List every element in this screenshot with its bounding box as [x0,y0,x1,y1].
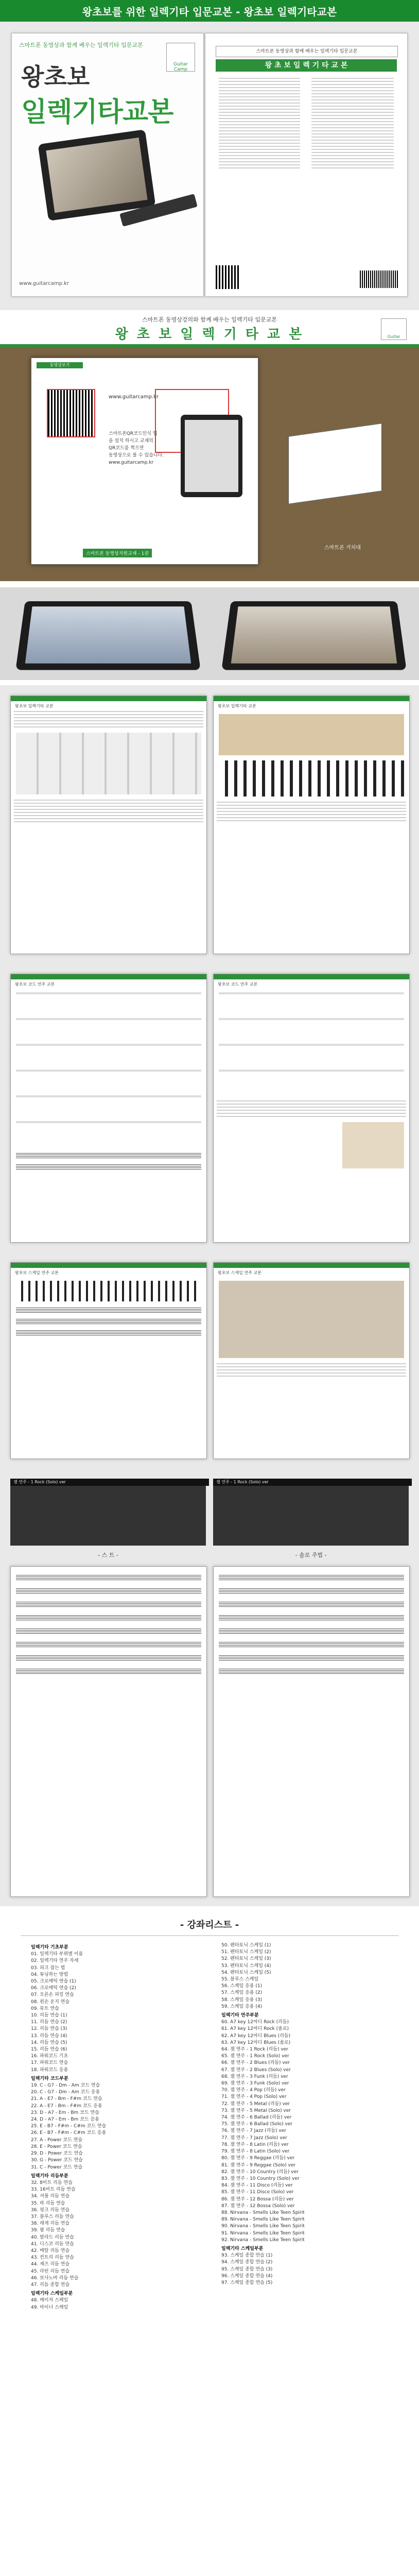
toc-item: 59. 스케일 응용 (4) [221,2004,263,2009]
toc-item: 29. D - Power 코드 연습 [31,2151,83,2157]
toc-item: 10. 리듬 연습 (1) [31,2013,67,2019]
cover-title-main: 일렉기타교본 [21,97,173,128]
toc-item: 46. 보사노바 리듬 연습 [31,2275,79,2281]
toc-item: 65. 잼 연주 - 1 Rock (Solo) ver [221,2054,289,2059]
toc-item: 17. 파워코드 연습 [31,2060,68,2066]
hero-section [0,22,419,310]
stand-caption: 스마트폰 거치대 [324,545,361,551]
section2-header [0,314,419,343]
toc-item: 61. A7 key 12마디 Rock (솔로) [221,2026,289,2032]
toc-item: 89. Nirvana - Smells Like Teen Spirit [221,2217,305,2223]
toc-item: 90. Nirvana - Smells Like Teen Spirit [221,2224,305,2229]
toc-item: 62. A7 key 12마디 Blues (리듬) [221,2033,291,2039]
toc-item: 81. 잼 연주 - 9 Reggae (Solo) ver [221,2162,296,2168]
toc-item: 11. 리듬 연습 (2) [31,2020,67,2025]
lecture-list-title: - 강좌리스트 - [180,1920,239,1930]
page-thumb: 왕초보 일렉기타 교본 [213,696,410,954]
section2-title: 왕 초 보 일 렉 기 타 교 본 [115,327,304,342]
toc-item: 76. 잼 연주 - 7 Jazz (리듬) ver [221,2128,286,2134]
lecture-list [0,1911,419,2576]
toc-item: 18. 파워코드 응용 [31,2067,68,2073]
score-sheet-left [10,1566,207,1897]
toc-item: 23. D - A7 - Em - Bm 코드 연습 [31,2110,99,2115]
toc-item: 51. 펜타토닉 스케일 (2) [221,1950,271,1955]
qr-code-icon [216,265,239,289]
book-url: www.guitarcamp.kr [109,394,159,400]
toc-item: 03. 피크 잡는 법 [31,1965,65,1971]
toc-item: 66. 잼 연주 - 2 Blues (리듬) ver [221,2060,290,2066]
toc-item: 69. 잼 연주 - 3 Funk (Solo) ver [221,2081,289,2087]
toc-section-heading: 일렉기타 스케일부분 [31,2291,73,2297]
toc-item: 77. 잼 연주 - 7 Jazz (Solo) ver [221,2135,287,2141]
barcode-icon [360,270,399,288]
qr-instructions: 스마트폰QR코드인식 앱 을 설치 하시고 교재의 QR코드를 찍으면 동영상으로 볼 수 있습니다. www.guitarcamp.kr [109,431,164,465]
divider [21,1935,398,1936]
toc-item: 15. 리듬 연습 (6) [31,2047,67,2053]
toc-item: 36. 펑크 리듬 연습 [31,2207,70,2213]
video-frame-right[interactable]: 잼 연주 - 1 Rock (Solo) ver [213,1479,409,1546]
toc-item: 78. 잼 연주 - 8 Latin (리듬) ver [221,2142,289,2147]
toc-item: 84. 잼 연주 - 11 Disco (리듬) ver [221,2183,293,2189]
toc-item: 43. 컨트리 리듬 연습 [31,2255,74,2261]
toc-item: 91. Nirvana - Smells Like Teen Spirit [221,2230,305,2236]
book-caption: 스마트폰 동영상지원교재 - 1권 [83,549,152,557]
toc-item: 97. 스케일 종합 연습 (5) [221,2280,273,2285]
toc-item: 52. 펜타토닉 스케일 (3) [221,1956,271,1962]
toc-item: 14. 리듬 연습 (5) [31,2040,67,2045]
cover-url: www.guitarcamp.kr [19,281,69,286]
toc-item: 12. 리듬 연습 (3) [31,2026,67,2032]
toc-item: 93. 스케일 종합 연습 (1) [221,2253,273,2259]
toc-item: 85. 잼 연주 - 11 Disco (Solo) ver [221,2190,294,2195]
toc-item: 07. 오른손 피킹 연습 [31,1992,74,1998]
toc-item: 45. 라틴 리듬 연습 [31,2268,70,2274]
toc-item: 39. 팝 리듬 연습 [31,2228,65,2233]
toc-item: 68. 잼 연주 - 3 Funk (리듬) ver [221,2074,288,2079]
page-samples [0,685,419,1906]
toc-item: 42. 메탈 리듬 연습 [31,2248,70,2253]
contents-list-left [216,76,303,171]
tablet-photo-left [15,601,200,670]
cover-subtitle: 스마트폰 동영상과 함께 배우는 일렉기타 입문교본 [19,42,143,48]
toc-section-heading: 일렉기타 코드부분 [31,2076,68,2081]
toc-item: 50. 펜타토닉 스케일 (1) [221,1943,271,1948]
right-book-title: 왕 초 보 일 렉 기 타 교 본 [216,59,397,72]
contents-list-right [308,76,397,171]
cover-title-top: 왕초보 [21,63,90,91]
toc-item: 70. 잼 연주 - 4 Pop (리듬) ver [221,2088,286,2093]
toc-item: 25. E - B7 - F#m - C#m 코드 연습 [31,2124,107,2129]
toc-item: 21. A - E7 - Bm - F#m 코드 연습 [31,2096,102,2102]
right-book-header: 스마트폰 동영상과 함께 배우는 일렉기타 입문교본 [216,46,398,57]
toc-item: 01. 일렉기타 부위별 이름 [31,1952,83,1957]
toc-item: 54. 펜타토닉 스케일 (5) [221,1970,271,1975]
qr-code-icon [47,389,95,437]
page-thumb: 왕초보 스케일 연주 교본 [213,1262,410,1459]
guitar-camp-logo: Guitar Camp [166,43,195,72]
toc-section-heading: 일렉기타 기초부분 [31,1945,68,1950]
toc-item: 95. 스케일 종합 연습 (3) [221,2266,273,2272]
toc-item: 75. 잼 연주 - 6 Ballad (Solo) ver [221,2122,293,2127]
label-solo: - 솔로 주법 - [295,1552,327,1558]
toc-item: 94. 스케일 종합 연습 (2) [221,2260,273,2265]
toc-item: 44. 재즈 리듬 연습 [31,2262,70,2267]
page-thumb: 왕초보 스케일 연주 교본 [10,1262,207,1459]
toc-item: 04. 튜닝하는 방법 [31,1972,68,1977]
toc-item: 30. G - Power 코드 연습 [31,2158,83,2163]
toc-item: 08. 왼손 운지 연습 [31,1999,70,2005]
toc-item: 09. 뮤트 연습 [31,2006,59,2011]
toc-item: 67. 잼 연주 - 2 Blues (Solo) ver [221,2067,291,2073]
toc-item: 05. 크로매틱 연습 (1) [31,1979,76,1985]
toc-item: 92. Nirvana - Smells Like Teen Spirit [221,2237,305,2243]
toc-item: 86. 잼 연주 - 12 Bossa (리듬) ver [221,2196,294,2202]
toc-item: 55. 블루스 스케일 [221,1977,259,1982]
toc-item: 34. 셔플 리듬 연습 [31,2194,70,2199]
toc-column-right [221,1942,396,2286]
wood-background [0,347,419,581]
toc-item: 32. 8비트 리듬 연습 [31,2180,73,2185]
toc-item: 47. 리듬 종합 연습 [31,2282,70,2287]
guitar-camp-logo-2: Guitar [381,318,407,340]
open-book: 동영상보기 www.guitarcamp.kr 스마트폰QR코드인식 앱 을 설치 하시고 교재의 QR코드를 찍으면 동영상으로 볼 수 있습니다. www.guitarcamp.kr 스마트폰 동영상지원교재 - 1권 [31,358,258,565]
toc-item: 82. 잼 연주 - 10 Country (리듬) ver [221,2169,299,2175]
toc-item: 80. 잼 연주 - 9 Reggae (리듬) ver [221,2156,295,2161]
stand-book-image [288,423,382,504]
toc-item: 27. A - Power 코드 연습 [31,2137,83,2143]
toc-item: 63. A7 key 12마디 Blues (솔로) [221,2040,291,2045]
label-strum: - 스 트 - [98,1552,118,1558]
toc-item: 20. C - G7 - Dm - Am 코드 응용 [31,2090,100,2095]
toc-item: 73. 잼 연주 - 5 Metal (Solo) ver [221,2108,291,2113]
page-thumb: 왕초보 코드 연주 교본 [213,974,410,1243]
top-banner [0,0,419,22]
book-contents-cover [205,33,408,297]
toc-column-left [31,1942,206,2311]
score-sheet-right [213,1566,410,1897]
tablet-image [38,129,156,221]
toc-item: 16. 파워코드 기초 [31,2054,68,2059]
toc-item: 35. 락 리듬 연습 [31,2200,65,2206]
toc-item: 38. 레게 리듬 연습 [31,2221,70,2227]
toc-item: 88. Nirvana - Smells Like Teen Spirit [221,2210,305,2215]
toc-item: 64. 잼 연주 - 1 Rock (리듬) ver [221,2047,288,2053]
toc-item: 13. 리듬 연습 (4) [31,2033,67,2039]
toc-item: 74. 잼 연주 - 6 Ballad (리듬) ver [221,2115,292,2121]
toc-item: 02. 일렉기타 연주 자세 [31,1958,79,1964]
toc-item: 53. 펜타토닉 스케일 (4) [221,1963,271,1969]
toc-item: 41. 디스코 리듬 연습 [31,2241,74,2247]
toc-item: 48. 메이저 스케일 [31,2298,68,2303]
toc-item: 58. 스케일 응용 (3) [221,1997,263,2003]
page-thumb: 왕초보 일렉기타 교본 [10,696,207,954]
toc-item: 40. 발라드 리듬 연습 [31,2234,74,2240]
toc-item: 79. 잼 연주 - 8 Latin (Solo) ver [221,2149,290,2155]
toc-item: 72. 잼 연주 - 5 Metal (리듬) ver [221,2101,290,2107]
toc-item: 57. 스케일 응용 (2) [221,1990,263,1996]
section2-subtitle: 스마트폰 동영상강의와 함께 배우는 일렉기타 입문교본 [142,316,277,323]
toc-item: 24. D - A7 - Em - Bm 코드 응용 [31,2117,99,2123]
toc-item: 33. 16비트 리듬 연습 [31,2187,76,2193]
toc-item: 56. 스케일 응용 (1) [221,1984,263,1989]
smartphone-image [181,415,242,497]
toc-item: 71. 잼 연주 - 4 Pop (Solo) ver [221,2094,287,2100]
toc-section-heading: 일렉기타 리듬부분 [31,2173,68,2179]
toc-item: 87. 잼 연주 - 12 Bossa (Solo) ver [221,2203,295,2209]
toc-item: 06. 크로매틱 연습 (2) [31,1986,76,1991]
banner-title: 왕초보를 위한 일렉기타 입문교본 - 왕초보 일렉기타교본 [82,5,337,18]
video-frame-left[interactable]: 잼 연주 - 1 Rock (Solo) ver [10,1479,206,1546]
toc-item: 26. E - B7 - F#m - C#m 코드 응용 [31,2130,107,2136]
toc-item: 22. A - E7 - Bm - F#m 코드 응용 [31,2103,102,2109]
toc-item: 31. C - Power 코드 연습 [31,2164,83,2170]
toc-section-heading: 일렉기타 스케일부분 [221,2246,264,2251]
book-cover [11,33,204,297]
toc-item: 83. 잼 연주 - 10 Country (Solo) ver [221,2176,300,2181]
toc-item: 49. 마이너 스케일 [31,2304,68,2310]
toc-item: 19. C - G7 - Dm - Am 코드 연습 [31,2083,100,2089]
toc-item: 37. 블루스 리듬 연습 [31,2214,74,2219]
page-thumb: 왕초보 코드 연주 교본 [10,974,207,1243]
tablet-photos [0,587,419,680]
toc-item: 96. 스케일 종합 연습 (4) [221,2273,273,2279]
toc-item: 60. A7 key 12마디 Rock (리듬) [221,2020,289,2025]
toc-section-heading: 일렉기타 연주부분 [221,2013,259,2019]
tablet-photo-right [221,601,406,670]
toc-item: 28. E - Power 코드 연습 [31,2144,82,2149]
